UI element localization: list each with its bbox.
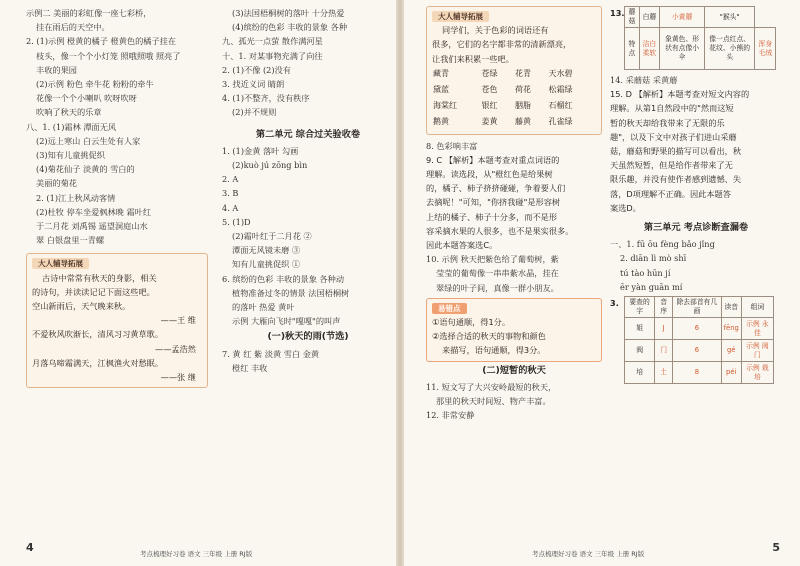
tip-line: ①语句通顺，得1分。 [432, 317, 511, 328]
answer-line: 的，橘子、柿子挤挤碰碰，争着要人们 [426, 183, 566, 194]
answer-line: 八、1. (1)霜林 潭面无风 [26, 121, 117, 132]
color-word: 花青 [514, 68, 531, 78]
box-line: 不爱秋风吹渐长，清风习习黄草歌。 [32, 329, 164, 340]
dictionary-table [624, 296, 774, 384]
box-author: ——王 维 [160, 315, 196, 326]
color-word: 黛蓝 [433, 85, 449, 95]
color-word: 天水碧 [548, 68, 573, 78]
answer-line: 去摘呢！"可知，"你挤我碰"是形容树 [426, 197, 561, 208]
answer-line: 落，D项理解不正确。因此本题答 [610, 188, 731, 199]
header-cell: 读音 [721, 297, 741, 318]
answer-line: 因此本题答案选C。 [426, 240, 498, 251]
words-row [432, 66, 596, 82]
answer-line: 于二月花 刘禹锡 遥望洞庭山水 [36, 221, 148, 232]
table-cell: 特点 [625, 28, 640, 70]
tutor-extension-box [26, 253, 208, 388]
answer-line: 14. 采蘑菇 采黄蘑 [610, 75, 678, 85]
table-cell: 示例 永佳 [741, 318, 773, 340]
answer-line: 5. (1)D [222, 216, 251, 227]
answer-line: 十、1. 对某事物充满了向往 [222, 50, 323, 61]
table-cell: 浑身毛绒 [755, 28, 776, 70]
answer-line: 2. A [222, 174, 239, 185]
table-cell: 象黄色、形状有点像小伞 [660, 28, 705, 70]
page-footer: 考点梳理好习卷 语文 三年级 上册 RJ版 [140, 550, 253, 558]
answer-line: 枝头，像一个个小灯笼 照哦照哦 照亮了 [36, 50, 181, 61]
color-words-table [432, 66, 596, 131]
left-column-1 [26, 6, 208, 388]
color-word: 藤黄 [514, 117, 531, 127]
answer-line: 翠 白银盘里一青螺 [36, 235, 105, 246]
header-cell: 组词 [741, 297, 773, 318]
color-word: 姜黄 [481, 117, 498, 127]
table-cell: 阀 [625, 340, 655, 362]
box-line: 同学们，关于色彩的词语还有 [442, 25, 549, 36]
answer-line: 15. D 【解析】本题考查对短文内容的 [610, 89, 750, 100]
tip-header: 易错点 [432, 303, 467, 314]
table-cell: 门 [655, 340, 673, 362]
answer-line: 植物准备过冬的情景 法国梧桐树 [232, 287, 350, 298]
mushroom-name-row [625, 7, 776, 28]
color-word: 鹅黄 [433, 117, 449, 127]
answer-line: 2. (1)不像 (2)没有 [222, 64, 291, 75]
answer-line: 理解。从第1自然段中的"然而这短 [610, 103, 734, 114]
dictionary-row [625, 362, 774, 384]
answer-line: (4)菊花仙子 淡黄的 雪白的 [36, 164, 135, 175]
mushroom-table [624, 6, 776, 70]
mushroom-feature-row [625, 28, 776, 70]
question-number: 3. [610, 298, 619, 309]
answer-line: 2. (1)江上秋风动客情 [36, 192, 116, 203]
answer-line: 丰收的果园 [36, 64, 77, 75]
box-header: 大人辅导拓展 [32, 258, 89, 269]
header-cell: 除去部首有几画 [673, 297, 722, 318]
box-line: 古诗中常常有秋天的身影，相关 [42, 272, 157, 283]
color-word: 荷花 [514, 85, 531, 95]
pinyin-line: 一、1. fū ōu fèng bǎo jǐng [610, 239, 715, 250]
answer-line: 10. 示例 秋天把紫色给了葡萄树，紫 [426, 254, 559, 265]
answer-line: (2)霜叶红于二月花 ② [232, 231, 312, 242]
answer-line: 趣"，以及下文中对孩子们进山采蘑 [610, 131, 737, 142]
passage-title: (二)短暂的秋天 [482, 364, 546, 376]
table-cell: 洁白柔软 [639, 28, 660, 70]
answer-line: 示例 大雁向飞时"嘎嘎"的叫声 [232, 316, 341, 327]
answer-line: (3)法国梧桐树的落叶 十分热爱 [232, 8, 345, 18]
answer-line: 美丽的菊花 [36, 178, 77, 189]
table-cell: 6 [673, 340, 722, 362]
passage-title: (一)秋天的雨(节选) [267, 331, 349, 343]
color-word: 苍绿 [481, 68, 498, 78]
answer-line: 8. 色彩响丰富 [426, 140, 478, 151]
table-cell: 示例 栽培 [741, 362, 773, 384]
color-word: 海棠红 [433, 101, 457, 111]
answer-line: 示例二 美丽的彩虹像一座七彩桥， [26, 8, 152, 18]
box-header: 大人辅导拓展 [432, 11, 489, 22]
table-cell: 姐 [625, 318, 655, 340]
answer-line: (2)并不规则 [232, 107, 277, 118]
dictionary-row [625, 340, 774, 362]
table-cell: 8 [673, 362, 722, 384]
page-number: 5 [772, 541, 780, 554]
table-cell: 培 [625, 362, 655, 384]
answer-line: 限乐趣，并没有使作者感到遗憾、失 [610, 174, 742, 185]
answer-line: 莹莹的葡萄像一串串紫水晶，挂在 [436, 268, 559, 279]
error-tip-box [426, 298, 602, 362]
answer-line: 1. (1)金黄 落叶 勾画 [222, 145, 299, 156]
pinyin-line: tú tào hūn jí [620, 267, 671, 278]
right-column-1 [426, 6, 602, 422]
table-cell: "猴头" [704, 7, 755, 28]
answer-line: 3. B [222, 188, 239, 199]
color-word: 胭脂 [514, 101, 531, 111]
color-word: 苍色 [481, 85, 498, 95]
answer-line: (2)远上寒山 白云生处有人家 [36, 135, 141, 146]
table-cell: 6 [673, 318, 722, 340]
header-cell: 音序 [655, 297, 673, 318]
answer-line: 潭面无风镜未磨 ③ [232, 245, 301, 256]
answer-line: 知有儿童挑促织 ① [232, 259, 301, 270]
right-column-2 [610, 6, 782, 384]
color-word: 松霜绿 [548, 85, 573, 95]
answer-line: 案选D。 [610, 202, 641, 213]
table-cell: 小黄蘑 [660, 7, 705, 28]
box-line: 让我们来积累一些吧。 [432, 53, 514, 64]
box-author: ——孟浩然 [155, 343, 196, 354]
answer-line: 橙红 丰收 [232, 362, 268, 373]
answer-line: 翠绿的叶子间，真像一群小朋友。 [436, 282, 559, 293]
unit-title: 第三单元 考点诊断查漏卷 [643, 222, 749, 234]
answer-line: 暂的秋天却给我带来了无限的乐 [610, 117, 725, 128]
answer-line: 11. 短文写了大兴安岭最短的秋天， [426, 381, 557, 392]
answer-line: 上结的橘子、柿子十分多，而不是形 [426, 211, 558, 222]
box-author: ——张 继 [160, 372, 196, 383]
pinyin-line: 2. diān lì mò shī [620, 253, 687, 264]
question-number: 13. [610, 8, 625, 18]
box-line: 的诗句，并读读记记下面这些吧。 [32, 286, 155, 297]
answer-line: 菇，蘑菇和野果的描写可以看出，秋 [610, 146, 742, 157]
dictionary-header-row [625, 297, 774, 318]
tip-line: 来描写，语句通顺，得3分。 [442, 345, 546, 356]
tip-line: ②选择合适的秋天的事物和颜色 [432, 331, 546, 342]
color-word: 孔雀绿 [548, 117, 573, 127]
unit-title: 第二单元 综合过关验收卷 [255, 128, 361, 140]
dictionary-row [625, 318, 774, 340]
page-number: 4 [26, 541, 34, 554]
header-cell: 要查的字 [625, 297, 655, 318]
table-cell: fēng [721, 318, 741, 340]
answer-line: 花像一个个小喇叭 吹呀吹呀 [36, 93, 137, 104]
box-line: 月落乌啼霜满天，江枫渔火对愁眠。 [32, 357, 164, 368]
table-cell: 土 [655, 362, 673, 384]
answer-line: 4. (1)不整齐，没有秩序 [222, 93, 310, 104]
table-cell: 像一点红点、花纹、小熊的头 [704, 28, 755, 70]
answer-line: (4)缤纷的色彩 丰收的景象 各种 [232, 22, 348, 33]
color-word: 银红 [481, 101, 498, 111]
answer-line: 3. 找近义词 睛朗 [222, 79, 285, 90]
table-cell: péi [721, 362, 741, 384]
table-cell: gé [721, 340, 741, 362]
answer-line: 9. C 【解析】本题考查对重点词语的 [426, 154, 560, 165]
pinyin-line: ēr yàn guān mí [620, 281, 683, 292]
answer-line: 容采摘水果的人很多，也不是果实很多。 [426, 225, 574, 236]
answer-line: 4. A [222, 202, 239, 213]
answer-line: 的落叶 热爱 黄叶 [232, 302, 295, 313]
words-row [432, 114, 596, 130]
color-word: 藏青 [433, 68, 449, 78]
answer-line: 天虽然短暂，但是给作者带来了无 [610, 160, 733, 171]
answer-line: (2)杜牧 停车坐爱枫林晚 霜叶红 [36, 206, 152, 217]
answer-line: 挂在雨后的天空中。 [36, 22, 110, 33]
words-row [432, 98, 596, 114]
answer-line: 2. (1)示例 橙黄的橘子 橙黄色的橘子挂在 [26, 36, 177, 47]
answer-line: 理解。读选段，从"橙红色是给果树 [426, 169, 553, 180]
answer-line: 那里的秋天时间短、物产丰富。 [436, 396, 551, 407]
answer-line: (2)示例 粉色 牵牛花 粉粉的牵牛 [36, 79, 154, 90]
answer-line: (3)知有儿童挑促织 [36, 150, 105, 161]
left-column-2 [222, 6, 394, 375]
box-line: 很多，它们的名字都非常的清新漂亮， [432, 39, 572, 50]
box-line: 空山新雨后，天气晚来秋。 [32, 301, 131, 312]
answer-line: 吹响了秋天的乐章 [36, 107, 102, 118]
answer-line: 7. 黄 红 紫 淡黄 雪白 金黄 [222, 348, 320, 359]
answer-line: 九、孤光一点萤 散作满河星 [222, 36, 323, 47]
tutor-extension-box [426, 6, 602, 135]
words-row [432, 82, 596, 98]
table-cell: 示例 阀门 [741, 340, 773, 362]
left-page [0, 0, 398, 566]
table-cell: 白蘑 [639, 7, 660, 28]
page-footer: 考点梳理好习卷 语文 三年级 上册 RJ版 [532, 550, 645, 558]
table-cell: 蘑菇 [625, 7, 640, 28]
answer-line: (2)kuò jú zōng bìn [232, 160, 308, 171]
table-cell: J [655, 318, 673, 340]
color-word: 石榴红 [548, 101, 573, 111]
answer-line: 6. 缤纷的色彩 丰收的景象 各种动 [222, 273, 345, 284]
answer-line: 12. 非常安静 [426, 410, 475, 421]
right-page [402, 0, 800, 566]
